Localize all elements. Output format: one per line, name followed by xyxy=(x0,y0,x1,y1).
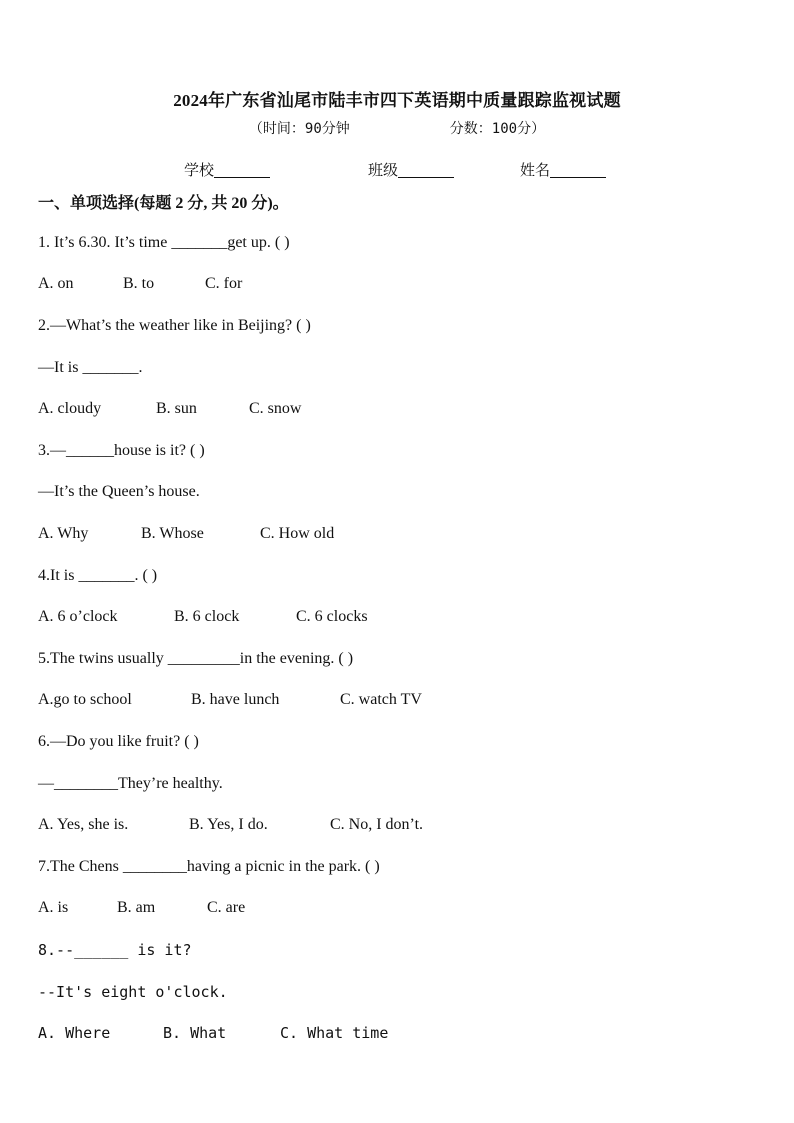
option-b: B. have lunch xyxy=(191,691,280,708)
question-8-stem: 8.--______ is it? xyxy=(38,941,192,959)
option-a: A. cloudy xyxy=(38,400,102,417)
option-c: C. for xyxy=(205,275,243,292)
school-field xyxy=(184,159,270,180)
question-1-stem: 1. It’s 6.30. It’s time _______get up. ( ) xyxy=(38,234,290,251)
school-label: 学校 xyxy=(184,163,215,179)
option-a: A. is xyxy=(38,899,69,916)
question-3-options xyxy=(38,524,334,544)
option-c: C. No, I don’t. xyxy=(330,816,424,833)
option-a: A. 6 o’clock xyxy=(38,608,118,625)
option-b: B. to xyxy=(123,275,155,292)
question-5-stem: 5.The twins usually _________in the evening. ( ) xyxy=(38,650,354,667)
option-a: A.go to school xyxy=(38,691,132,708)
option-b: B. Yes, I do. xyxy=(189,816,268,833)
question-8-options xyxy=(38,1023,388,1043)
question-7-stem: 7.The Chens ________having a picnic in the park. ( ) xyxy=(38,858,380,875)
question-2-stem: 2.—What’s the weather like in Beijing? ( ) xyxy=(38,317,311,334)
question-5-options xyxy=(38,690,422,710)
exam-meta xyxy=(0,118,794,138)
class-field xyxy=(368,159,454,180)
question-2-answer: —It is _______. xyxy=(38,359,143,376)
option-b: B. Whose xyxy=(141,525,204,542)
name-label: 姓名 xyxy=(520,163,551,179)
question-7-options xyxy=(38,898,245,918)
name-blank xyxy=(550,162,606,178)
school-blank xyxy=(214,162,270,178)
option-c: C. What time xyxy=(280,1024,389,1042)
option-a: A. Yes, she is. xyxy=(38,816,129,833)
option-c: C. watch TV xyxy=(340,691,422,708)
question-3-stem: 3.—______house is it? ( ) xyxy=(38,442,205,459)
question-8-answer: --It's eight o'clock. xyxy=(38,983,228,1001)
class-blank xyxy=(398,162,454,178)
option-a: A. Why xyxy=(38,525,89,542)
question-3-answer: —It’s the Queen’s house. xyxy=(38,483,200,500)
exam-time: （时间：90分钟 xyxy=(248,121,350,137)
option-b: B. 6 clock xyxy=(174,608,240,625)
option-b: B. sun xyxy=(156,400,197,417)
option-b: B. What xyxy=(163,1024,227,1042)
question-6-stem: 6.—Do you like fruit? ( ) xyxy=(38,733,199,750)
option-c: C. 6 clocks xyxy=(296,608,368,625)
option-a: A. Where xyxy=(38,1024,111,1042)
class-label: 班级 xyxy=(368,163,399,179)
section-heading: 一、单项选择(每题 2 分, 共 20 分)。 xyxy=(38,195,289,212)
question-6-options xyxy=(38,815,423,835)
option-c: C. snow xyxy=(249,400,302,417)
question-1-options xyxy=(38,274,242,294)
option-c: C. How old xyxy=(260,525,335,542)
question-2-options xyxy=(38,399,301,419)
option-c: C. are xyxy=(207,899,246,916)
exam-title: 2024年广东省汕尾市陆丰市四下英语期中质量跟踪监视试题 xyxy=(173,91,621,110)
exam-score: 分数：100分） xyxy=(449,121,546,137)
question-4-options xyxy=(38,607,368,627)
name-field xyxy=(520,159,606,180)
question-6-answer: —________They’re healthy. xyxy=(38,775,223,792)
option-a: A. on xyxy=(38,275,74,292)
option-b: B. am xyxy=(117,899,156,916)
question-4-stem: 4.It is _______. ( ) xyxy=(38,567,158,584)
